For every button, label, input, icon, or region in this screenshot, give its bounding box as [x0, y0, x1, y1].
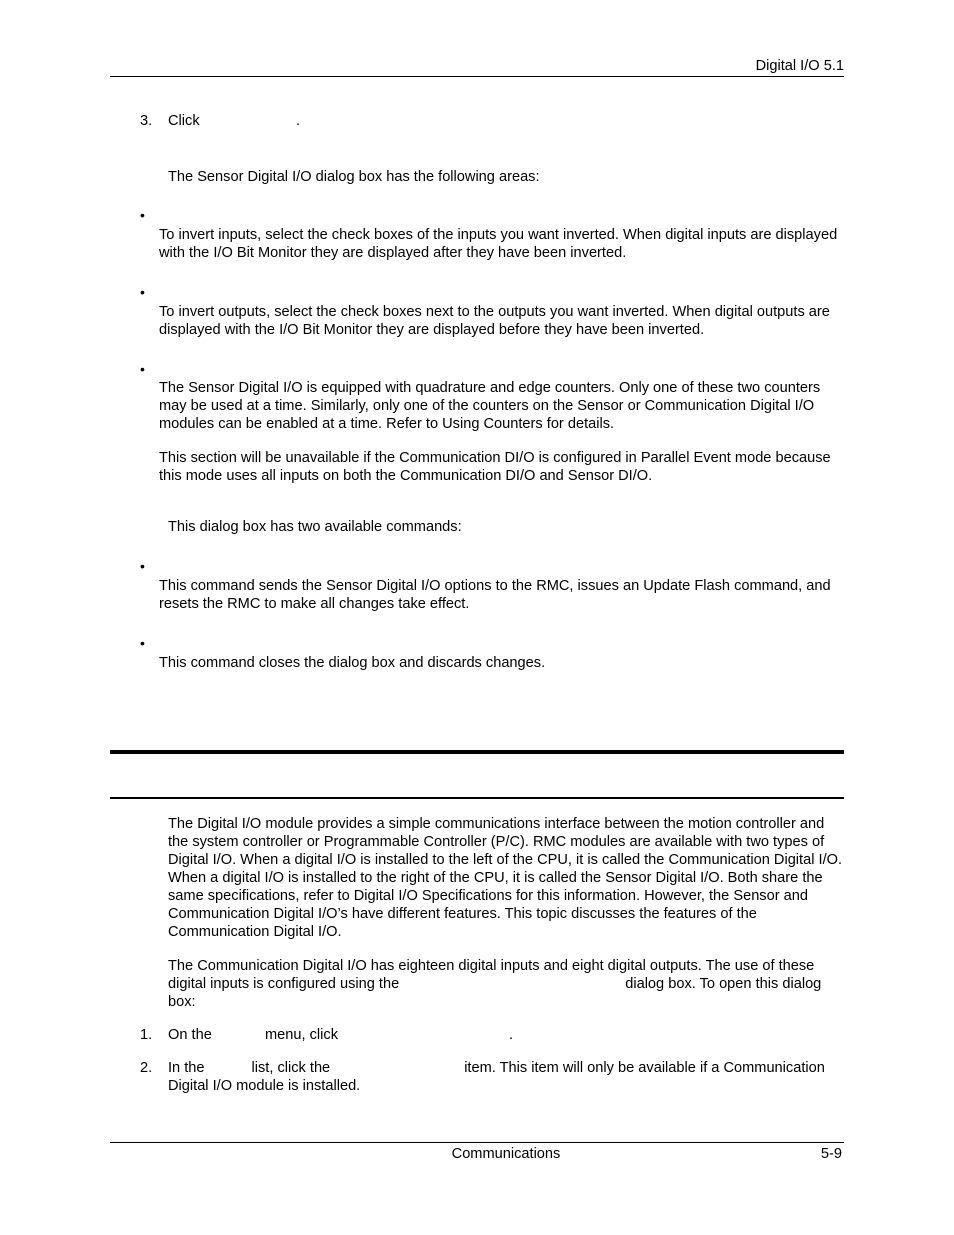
step-1-text-a: On the [168, 1027, 212, 1043]
section-rule [110, 797, 844, 799]
bullet: • [140, 284, 145, 300]
bullet: • [140, 558, 145, 574]
step-2-text-c: item. This item will only be available if a Communication Digital I/O module is installed. [168, 1060, 825, 1094]
bullet: • [140, 207, 145, 223]
step-number: 3. [140, 113, 153, 129]
step-2-text-b: list, click the [251, 1060, 331, 1076]
bullet: • [140, 635, 145, 651]
cancel-command-description: This command closes the dialog box and discards changes. [159, 655, 546, 671]
counters-description: The Sensor Digital I/O is equipped with quadrature and edge counters. Only one of these two counters may be used at a time. Similarly, only one of the counters on the Sensor or Communication Digital I/O modules can be enabled at a time. Refer to Using Counters for details. [159, 380, 821, 432]
section-heavy-rule [110, 750, 844, 754]
communication-io-paragraph [168, 957, 844, 1011]
step-number: 1. [140, 1027, 153, 1043]
step-3-text-after: . [296, 113, 301, 129]
running-header: Digital I/O 5.1 [755, 58, 844, 74]
step-1-text-b: menu, click [265, 1027, 338, 1043]
ok-command-description: This command sends the Sensor Digital I/O options to the RMC, issues an Update Flash command, and resets the RMC to make all changes take effect. [159, 578, 831, 612]
communication-io-text-b: dialog box. To open this dialog box: [168, 976, 822, 1010]
invert-outputs-description: To invert outputs, select the check boxes next to the outputs you want inverted. When digital outputs are displayed with the I/O Bit Monitor they are displayed before they have been inverted. [159, 304, 830, 338]
bullet: • [140, 361, 145, 377]
footer-chapter: Communications [451, 1146, 561, 1162]
step-1-text-c: . [509, 1027, 514, 1043]
communication-io-text-a: The Communication Digital I/O has eighteen digital inputs and eight digital outputs. The use of these digital inputs is configured using the [168, 958, 815, 992]
counters-availability-note: This section will be unavailable if the Communication DI/O is configured in Parallel Event mode because this mode uses all inputs on both the Communication DI/O and Sensor DI/O. [159, 450, 831, 484]
step-2-text-a: In the [168, 1060, 205, 1076]
step-2-text [168, 1059, 844, 1095]
areas-intro: The Sensor Digital I/O dialog box has the following areas: [168, 169, 540, 185]
header-rule [110, 76, 844, 77]
step-3-text-before: Click [168, 113, 200, 129]
digital-io-overview: The Digital I/O module provides a simple communications interface between the motion controller and the system controller or Programmable Controller (P/C). RMC modules are available with two types of Digital I/O. When a digital I/O is installed to the left of the CPU, it is called the Communication Digital I/O. When a digital I/O is installed to the right of the CPU, it is called the Sensor Digital I/O. Both share the same specifications, refer to Digital I/O Specifications for this information. However, the Sensor and Communication Digital I/O’s have different features. This topic discusses the features of the Communication Digital I/O. [168, 816, 843, 940]
commands-intro: This dialog box has two available commands: [168, 519, 462, 535]
step-number: 2. [140, 1060, 153, 1076]
footer-rule [110, 1142, 844, 1143]
page-number: 5-9 [820, 1146, 842, 1162]
invert-inputs-description: To invert inputs, select the check boxes of the inputs you want inverted. When digital inputs are displayed with the I/O Bit Monitor they are displayed after they have been inverted. [159, 227, 838, 261]
